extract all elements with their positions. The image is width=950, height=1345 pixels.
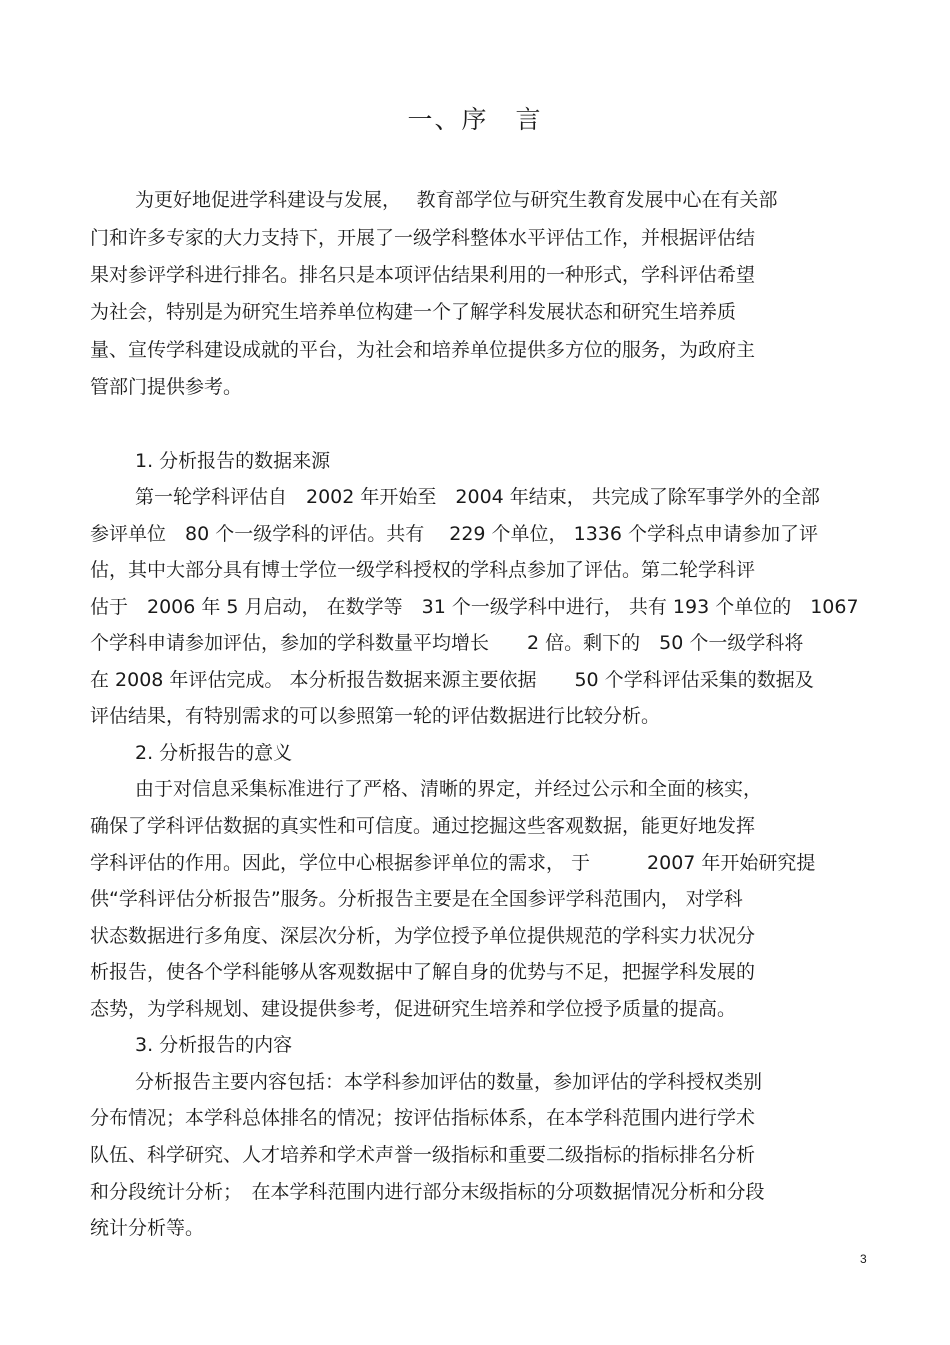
paragraph-line: 果对参评学科进行排名。排名只是本项评估结果利用的一种形式，学科评估希望 [90,264,756,286]
paragraph-line: 估于 2006 年 5 月启动， 在数学等 31 个一级学科中进行， 共有 193 个单位的 1067 [90,596,859,618]
paragraph-line: 统计分析等。 [90,1217,205,1239]
paragraph-line: 确保了学科评估数据的真实性和可信度。通过挖掘这些客观数据，能更好地发挥 [90,815,756,837]
section-heading: 3. 分析报告的内容 [135,1034,293,1056]
paragraph-line: 状态数据进行多角度、深层次分析，为学位授予单位提供规范的学科实力状况分 [90,925,756,947]
paragraph-line: 和分段统计分析； 在本学科范围内进行部分末级指标的分项数据情况分析和分段 [90,1181,765,1203]
paragraph-line: 由于对信息采集标准进行了严格、清晰的界定，并经过公示和全面的核实， [135,778,763,800]
paragraph-line: 供“学科评估分析报告”服务。分析报告主要是在全国参评学科范围内， 对学科 [90,888,743,910]
paragraph-line: 学科评估的作用。因此，学位中心根据参评单位的需求， 于 2007 年开始研究提 [90,852,816,874]
paragraph-line: 量、宣传学科建设成就的平台，为社会和培养单位提供多方位的服务，为政府主 [90,339,756,361]
paragraph-line: 在 2008 年评估完成。 本分析报告数据来源主要依据 50 个学科评估采集的数据及 [90,669,814,691]
paragraph-line: 队伍、科学研究、人才培养和学术声誉一级指标和重要二级指标的指标排名分析 [90,1144,756,1166]
paragraph-line: 个学科申请参加评估，参加的学科数量平均增长 2 倍。剩下的 50 个一级学科将 [90,632,804,654]
paragraph-line: 门和许多专家的大力支持下，开展了一级学科整体水平评估工作，并根据评估结 [90,227,756,249]
paragraph-line: 参评单位 80 个一级学科的评估。共有 229 个单位， 1336 个学科点申请参加了评 [90,523,818,545]
paragraph-line: 分布情况；本学科总体排名的情况；按评估指标体系，在本学科范围内进行学术 [90,1107,756,1129]
section-heading: 2. 分析报告的意义 [135,742,293,764]
section-heading: 1. 分析报告的数据来源 [135,450,331,472]
page-number: 3 [860,1252,867,1266]
page-title: 一、序 言 [407,105,543,134]
paragraph-line: 第一轮学科评估自 2002 年开始至 2004 年结束， 共完成了除军事学外的全部 [135,486,820,508]
paragraph-line: 析报告，使各个学科能够从客观数据中了解自身的优势与不足，把握学科发展的 [90,961,756,983]
paragraph-line: 为更好地促进学科建设与发展， 教育部学位与研究生教育发展中心在有关部 [135,189,778,211]
paragraph-line: 评估结果，有特别需求的可以参照第一轮的评估数据进行比较分析。 [90,705,661,727]
paragraph-line: 管部门提供参考。 [90,376,243,398]
paragraph-line: 态势，为学科规划、建设提供参考，促进研究生培养和学位授予质量的提高。 [90,998,737,1020]
paragraph-line: 估，其中大部分具有博士学位一级学科授权的学科点参加了评估。第二轮学科评 [90,559,756,581]
paragraph-line: 为社会，特别是为研究生培养单位构建一个了解学科发展状态和研究生培养质 [90,301,737,323]
paragraph-line: 分析报告主要内容包括：本学科参加评估的数量，参加评估的学科授权类别 [135,1071,763,1093]
